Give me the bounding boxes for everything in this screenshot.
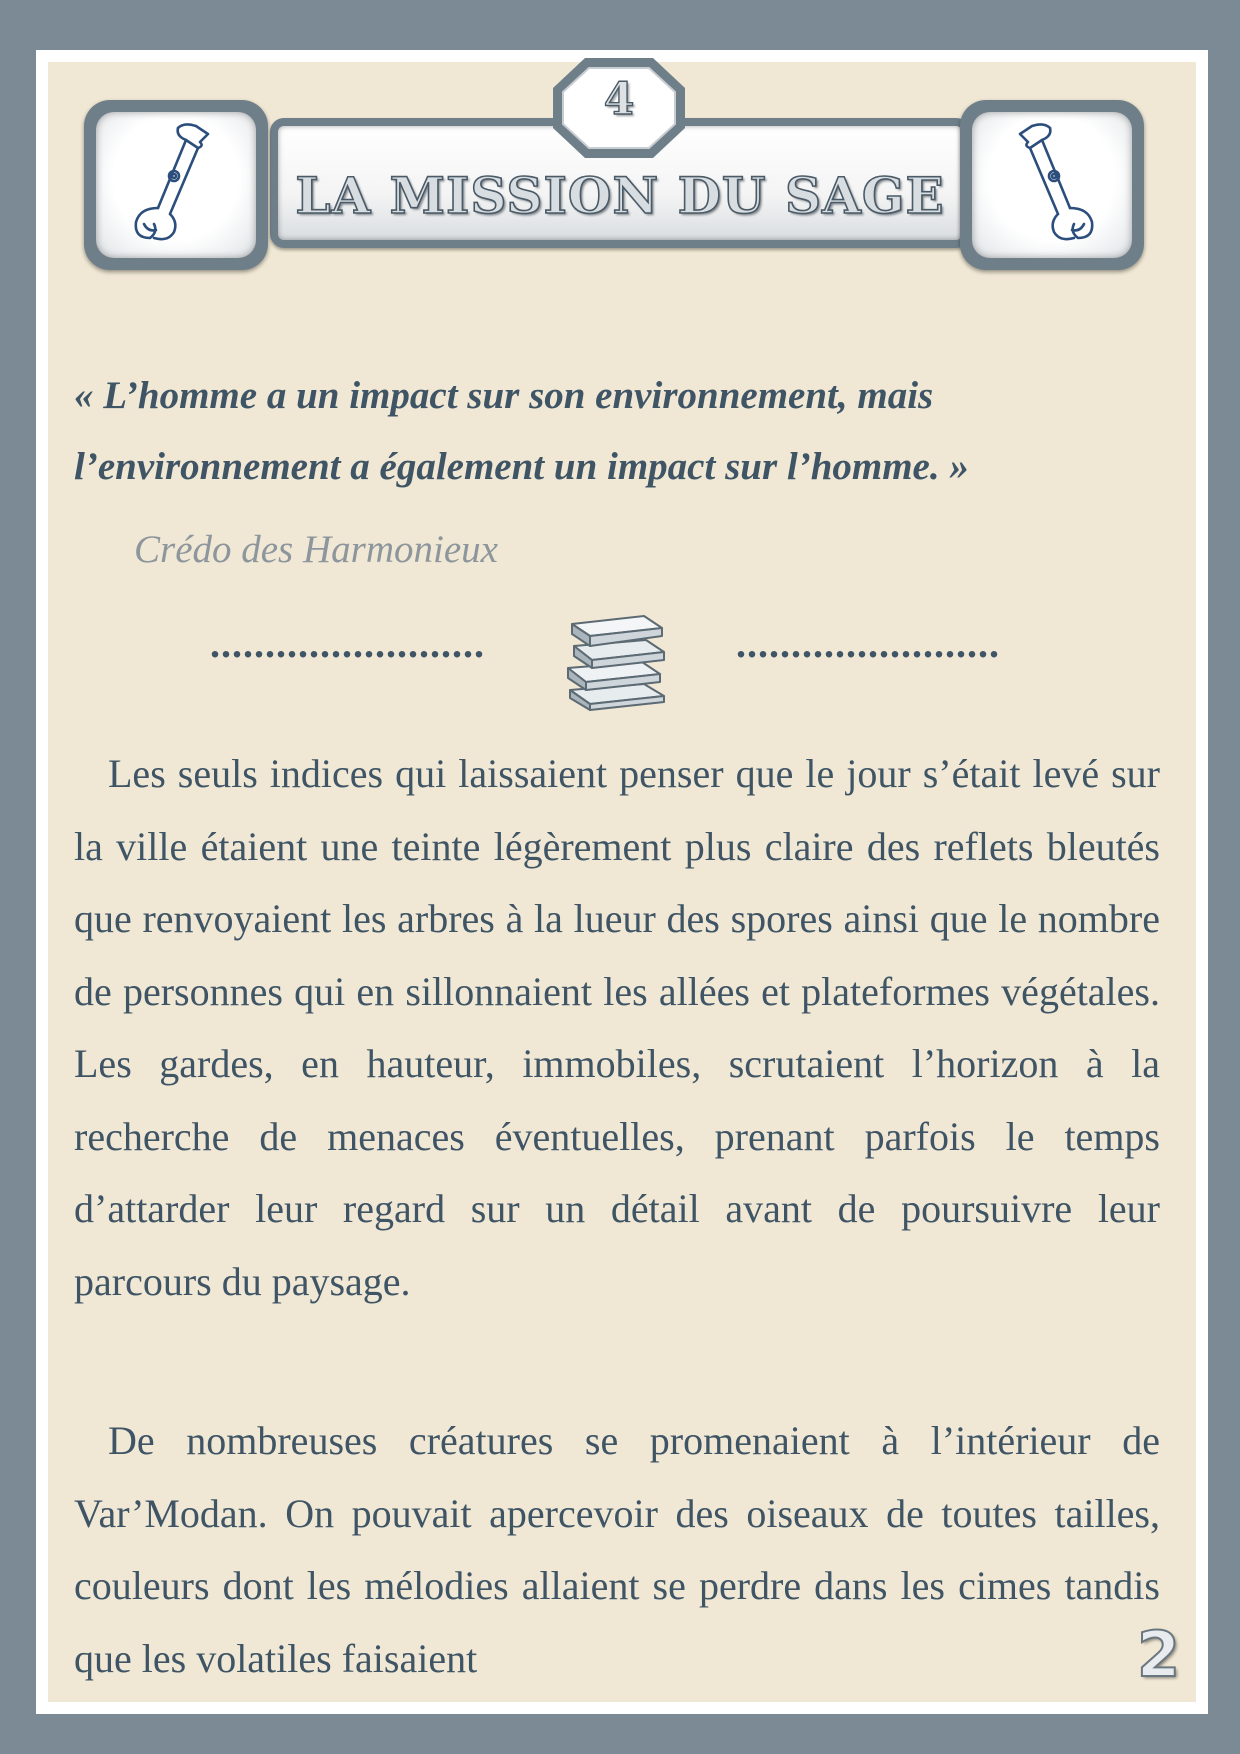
separator-right-dots: ........................	[736, 621, 1000, 666]
epigraph-attribution: Crédo des Harmonieux	[134, 528, 498, 571]
right-scroll-frame	[960, 100, 1144, 270]
body-paragraph: Les seuls indices qui laissaient penser que le jour s’était levé sur la ville étaient une teinte légèrement plus claire des reflets bleutés que renvoyaient les arbres à la lueur des spores ainsi que le nombre de personnes qui en sillonnaient les allées et plateformes végétales. Les gardes, en hauteur, immobiles, scrutaient l’horizon à la recherche de menaces éventuelles, prenant parfois le temps d’attarder leur regard sur un détail avant de poursuivre leur parcours du paysage.	[74, 751, 1160, 1304]
separator-left-dots: .........................	[210, 621, 485, 666]
left-scroll-frame	[84, 100, 268, 270]
scroll-icon	[980, 116, 1124, 254]
chapter-number: 4	[603, 74, 635, 125]
body-paragraph: De nombreuses créatures se promenaient à l’intérieur de Var’Modan. On pouvait apercevoir des oiseaux de toutes tailles, couleurs dont les mélodies allaient se perdre dans les cimes tandis que les volatiles faisaient	[74, 1418, 1160, 1681]
epigraph-quote: « L’homme a un impact sur son environnement, mais l’environnement a également un impact sur l’homme. »	[74, 374, 969, 488]
chapter-title: LA MISSION DU SAGE	[295, 166, 945, 225]
scroll-icon	[104, 116, 248, 254]
page-number: 2	[1137, 1618, 1181, 1691]
chapter-number-badge	[551, 56, 687, 160]
books-icon	[560, 606, 672, 712]
